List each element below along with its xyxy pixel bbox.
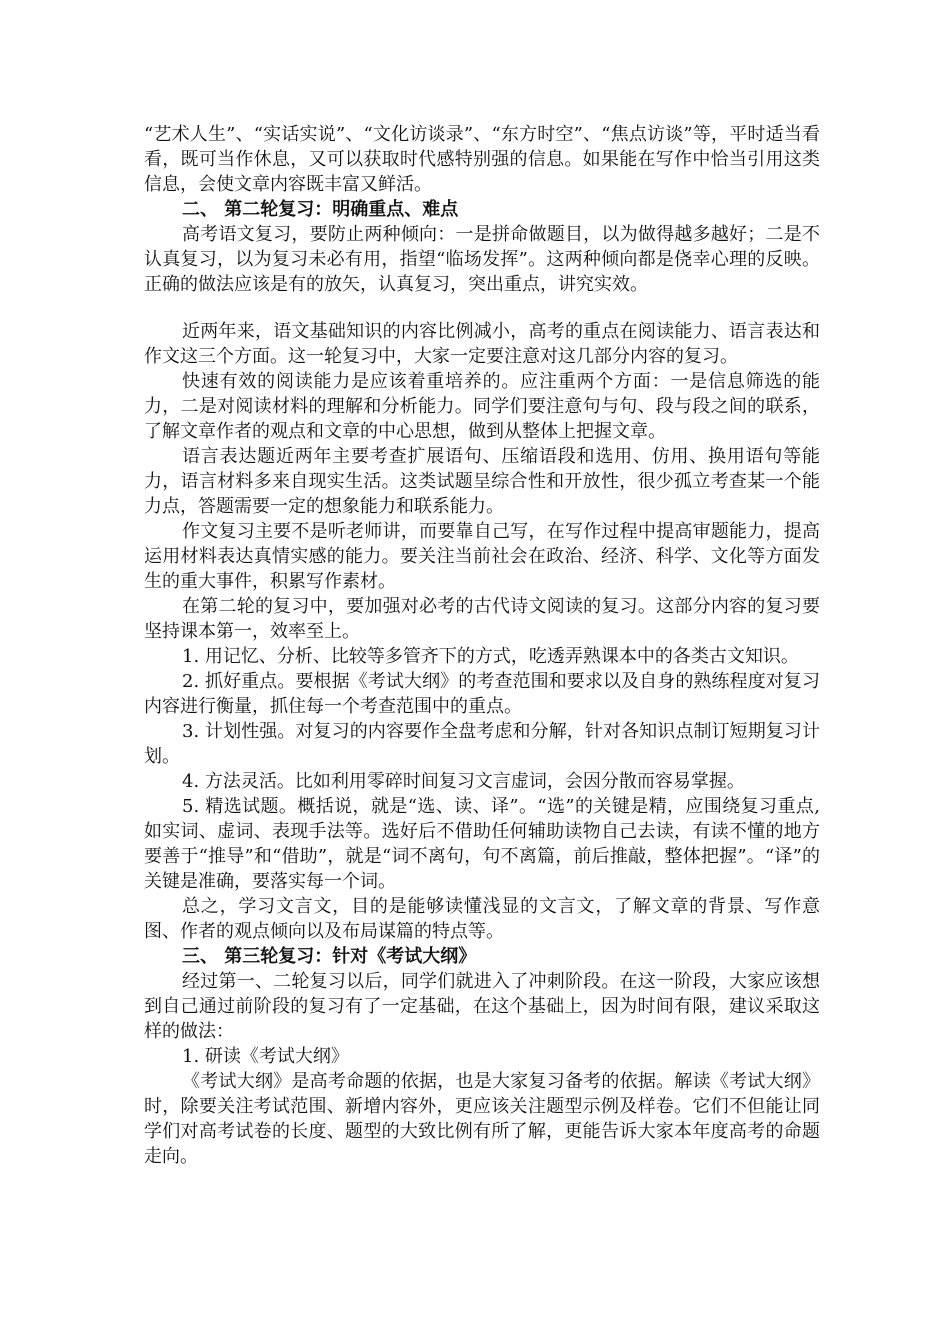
document-page — [144, 122, 820, 1169]
paragraph-syllabus-basis: 《考试大纲》是高考命题的依据，也是大家复习备考的依据。解读《考试大纲》时，除要关注考试范围、新增内容外，更应该关注题型示例及样卷。它们不但能让同学们对高考试卷的长度、题型的大致比例有所了解，更能告诉大家本年度高考的命题走向。 — [144, 1071, 820, 1167]
list-item-planning: 3. 计划性强。对复习的内容要作全盘考虑和分解，针对各知识点制订短期复习计划。 — [144, 721, 820, 767]
paragraph-classical-poetry: 在第二轮的复习中，要加强对必考的古代诗文阅读的复习。这部分内容的复习要坚持课本第一，效率至上。 — [144, 596, 820, 642]
list-item-memory: 1. 用记忆、分析、比较等多管齐下的方式，吃透弄熟课本中的各类古文知识。 — [182, 646, 799, 667]
paragraph-language-expression: 语言表达题近两年主要考查扩展语句、压缩语段和选用、仿用、换用语句等能力，语言材料多来自现实生活。这类试题呈综合性和开放性，很少孤立考查某一个能力点，答题需要一定的想象能力和联系能力。 — [144, 446, 820, 517]
paragraph-summary: 总之，学习文言文，目的是能够读懂浅显的文言文，了解文章的背景、写作意图、作者的观点倾向以及布局谋篇的特点等。 — [144, 896, 820, 942]
list-item-key-points: 2. 抓好重点。要根据《考试大纲》的考查范围和要求以及自身的熟练程度对复习内容进行衡量，抓住每一个考查范围中的重点。 — [144, 671, 820, 717]
paragraph-spacer — [144, 297, 820, 319]
list-item-flexible-methods: 4. 方法灵活。比如利用零碎时间复习文言虚词，会因分散而容易掌握。 — [182, 771, 745, 792]
paragraph-two-tendencies: 高考语文复习，要防止两种倾向：一是拼命做题目，以为做得越多越好；二是不认真复习，以为复习未必有用，指望“临场发挥”。这两种倾向都是侥幸心理的反映。正确的做法应该是有的放矢，认真复习，突出重点，讲究实效。 — [144, 224, 820, 295]
paragraph-sprint-stage: 经过第一、二轮复习以后，同学们就进入了冲刺阶段。在这一阶段，大家应该想到自己通过前阶段的复习有了一定基础，在这个基础上，因为时间有限，建议采取这样的做法： — [144, 971, 820, 1042]
section-heading-round-three: 三、 第三轮复习：针对《考试大纲》 — [182, 946, 477, 967]
paragraph-media-programs: “艺术人生”、“实话实说”、“文化访谈录”、“东方时空”、“焦点访谈”等，平时适当看看，既可当作休息，又可以获取时代感特别强的信息。如果能在写作中恰当引用这类信息，会使文章内容既丰富又鲜活。 — [144, 124, 820, 195]
list-item-select-exercises: 5. 精选试题。概括说，就是“选、读、译”。“选”的关键是精，应围绕复习重点,如实词、虚词、表现手法等。选好后不借助任何辅助读物自己去读，有读不懂的地方要善于“推导”和“借助”，就是“词不离句，句不离篇，前后推敲，整体把握”。“译”的关键是准确，要落实每一个词。 — [144, 796, 820, 892]
paragraph-reading-ability: 快速有效的阅读能力是应该着重培养的。应注重两个方面：一是信息筛选的能力，二是对阅读材料的理解和分析能力。同学们要注意句与句、段与段之间的联系，了解文章作者的观点和文章的中心思想，做到从整体上把握文章。 — [144, 371, 820, 442]
paragraph-composition: 作文复习主要不是听老师讲，而要靠自己写，在写作过程中提高审题能力，提高运用材料表达真情实感的能力。要关注当前社会在政治、经济、科学、文化等方面发生的重大事件，积累写作素材。 — [144, 521, 820, 592]
paragraph-exam-focus: 近两年来，语文基础知识的内容比例减小，高考的重点在阅读能力、语言表达和作文这三个方面。这一轮复习中，大家一定要注意对这几部分内容的复习。 — [144, 321, 820, 367]
list-item-study-syllabus: 1. 研读《考试大纲》 — [182, 1046, 349, 1067]
section-heading-round-two: 二、 第二轮复习：明确重点、难点 — [182, 199, 459, 220]
